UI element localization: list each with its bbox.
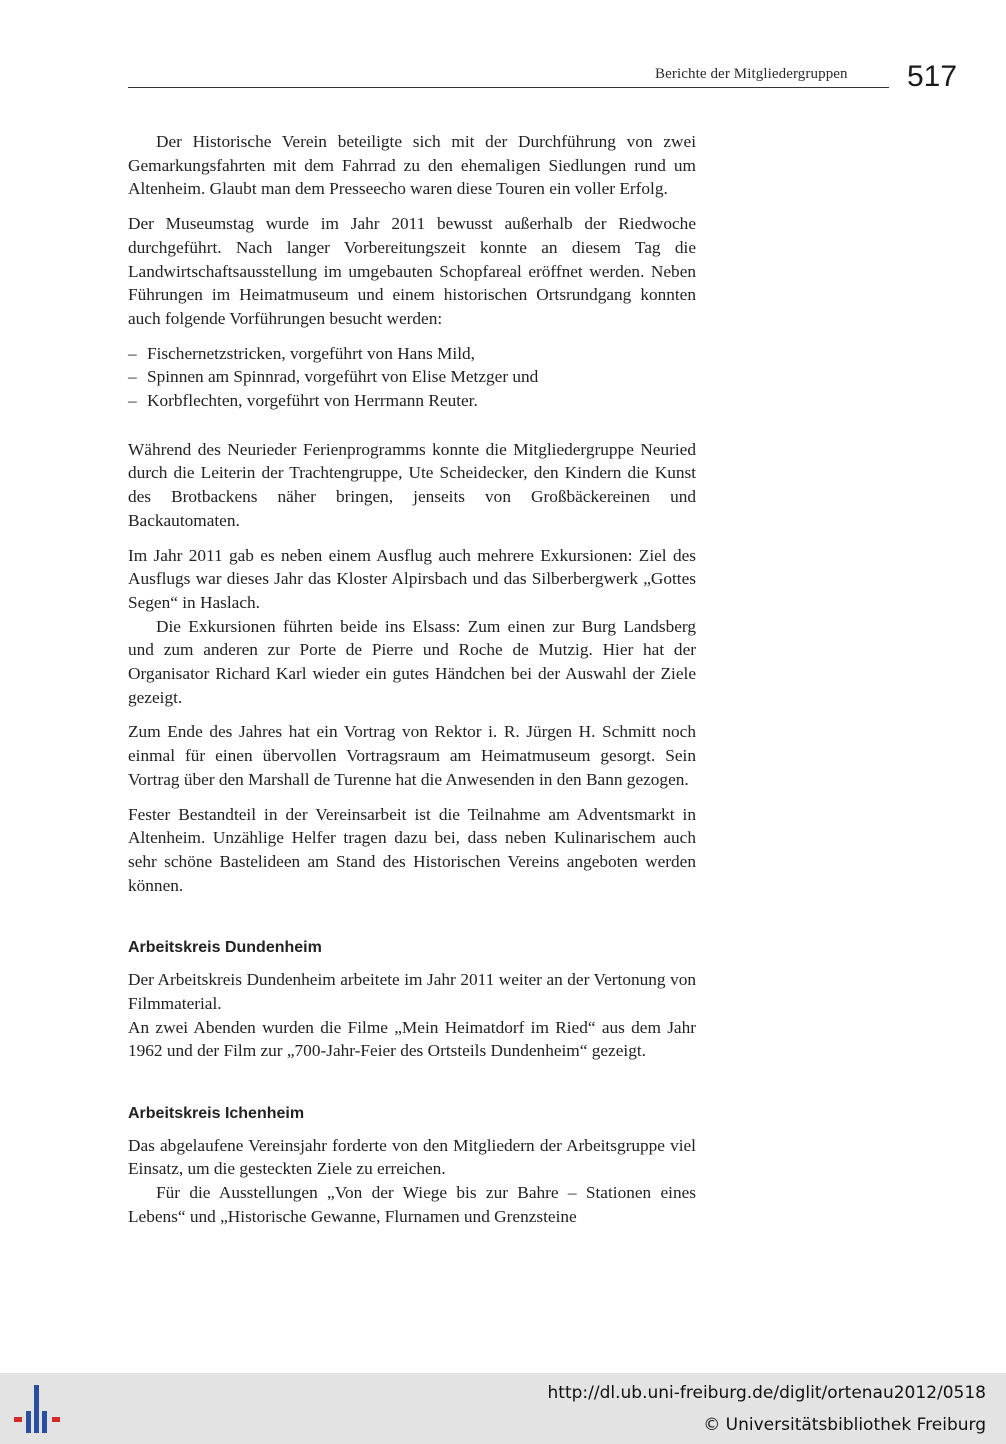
paragraph: Fester Bestandteil in der Vereinsarbeit ist die Teilnahme am Adventsmarkt in Altenheim. Unzählige Helfer tragen dazu bei, dass neben Kulinarischem auch sehr schöne Bastelideen am Stand des Historischen Vereins angeboten werden können. — [128, 804, 696, 895]
paragraph: Zum Ende des Jahres hat ein Vortrag von Rektor i. R. Jürgen H. Schmitt noch einmal für einen übervollen Vortragsraum am Heimatmuseum gesorgt. Sein Vortrag über den Marshall de Turenne hat die Anwesenden in den Bann gezogen. — [128, 722, 696, 789]
paragraph: Das abgelaufene Vereinsjahr forderte von den Mitgliedern der Arbeitsgruppe viel Einsatz, um die gesteckten Ziele zu erreichen. — [128, 1135, 696, 1179]
paragraph: Für die Ausstellungen „Von der Wiege bis zur Bahre – Stationen eines Lebens“ und „Historische Gewanne, Flurnamen und Grenzsteine — [128, 1183, 696, 1226]
running-title: Berichte der Mitgliedergruppen — [655, 66, 848, 82]
copyright-notice: © Universitätsbibliothek Freiburg — [703, 1415, 986, 1435]
footer-bar — [0, 1373, 1006, 1444]
header-rule — [128, 87, 889, 88]
page-number: 517 — [907, 60, 958, 93]
paragraph: Der Historische Verein beteiligte sich mit der Durchführung von zwei Gemarkungsfahrten mit dem Fahrrad zu den ehemaligen Siedlungen rund um Altenheim. Glaubt man dem Presseecho waren diese Touren ein voller Erfolg. — [128, 132, 696, 199]
section-heading: Arbeitskreis Dundenheim — [128, 939, 322, 957]
list-item: – Korbflechten, vorgeführt von Herrmann Reuter. — [128, 389, 696, 413]
ub-freiburg-logo-icon — [12, 1381, 64, 1437]
source-link[interactable]: http://dl.ub.uni-freiburg.de/diglit/ortenau2012/0518 — [547, 1383, 986, 1403]
paragraph: An zwei Abenden wurden die Filme „Mein Heimatdorf im Ried“ aus dem Jahr 1962 und der Film zur „700-Jahr-Feier des Ortsteils Dundenheim“ gezeigt. — [128, 1017, 696, 1061]
paragraph: Die Exkursionen führten beide ins Elsass: Zum einen zur Burg Landsberg und zum anderen zur Porte de Pierre und Roche de Mutzig. Hier hat der Organisator Richard Karl wieder ein gutes Händchen bei der Auswahl der Ziele gezeigt. — [128, 616, 696, 707]
paragraph: Der Arbeitskreis Dundenheim arbeitete im Jahr 2011 weiter an der Vertonung von Filmmaterial. — [128, 970, 696, 1013]
demonstration-list — [128, 342, 696, 413]
list-item: – Spinnen am Spinnrad, vorgeführt von Elise Metzger und — [128, 365, 696, 389]
section-heading: Arbeitskreis Ichenheim — [128, 1104, 305, 1122]
paragraph: Der Museumstag wurde im Jahr 2011 bewusst außerhalb der Riedwoche durchgeführt. Nach langer Vorbereitungszeit konnte an diesem Tag die Landwirtschaftsausstellung im umgebauten Schopfareal eröffnet werden. Neben Führungen im Heimatmuseum und einem historischen Ortsrundgang konnten auch folgende Vorführungen besucht werden: — [128, 214, 696, 328]
list-item: – Fischernetzstricken, vorgeführt von Hans Mild, — [128, 342, 696, 366]
article-body — [128, 130, 696, 1239]
paragraph: Im Jahr 2011 gab es neben einem Ausflug auch mehrere Exkursionen: Ziel des Ausflugs war dieses Jahr das Kloster Alpirsbach und das Silberbergwerk „Gottes Segen“ in Haslach. — [128, 545, 696, 612]
paragraph: Während des Neurieder Ferienprogramms konnte die Mitgliedergruppe Neuried durch die Leiterin der Trachtengruppe, Ute Scheidecker, den Kindern die Kunst des Brotbackens näher bringen, jenseits von Großbäckereinen und Backautomaten. — [128, 439, 696, 530]
